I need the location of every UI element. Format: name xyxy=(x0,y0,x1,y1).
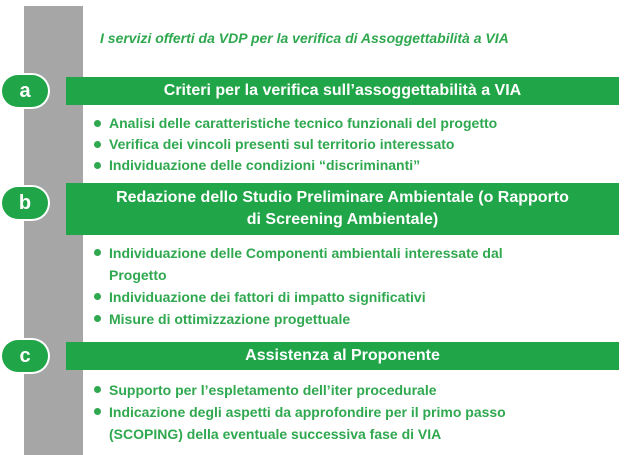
bullet-dot xyxy=(94,141,101,148)
list-item: Analisi delle caratteristiche tecnico funzionali del progetto xyxy=(91,113,497,134)
list-item: Supporto per l’espletamento dell’iter procedurale xyxy=(91,379,506,401)
bullet-dot xyxy=(94,315,101,322)
section-b-bullets xyxy=(91,242,503,330)
page-title: I servizi offerti da VDP per la verifica di Assoggettabilità a VIA xyxy=(100,30,509,46)
section-a-badge: a xyxy=(2,75,48,107)
list-item: Individuazione delle condizioni “discriminanti” xyxy=(91,155,497,176)
bullet-dot xyxy=(94,249,101,256)
list-item: Indicazione degli aspetti da approfondire per il primo passo (SCOPING) della eventuale successiva fase di VIA xyxy=(91,401,506,445)
list-item: Misure di ottimizzazione progettuale xyxy=(91,308,503,330)
list-item: Verifica dei vincoli presenti sul territorio interessato xyxy=(91,134,497,155)
list-item: Individuazione dei fattori di impatto significativi xyxy=(91,286,503,308)
bullet-dot xyxy=(94,120,101,127)
bullet-dot xyxy=(94,293,101,300)
section-b-header-line2: di Screening Ambientale) xyxy=(246,211,439,228)
bullet-dot xyxy=(94,386,101,393)
section-c-bullets xyxy=(91,379,506,445)
section-b-header xyxy=(66,183,619,235)
bullet-dot xyxy=(94,162,101,169)
section-b-badge: b xyxy=(2,187,48,219)
section-c-badge: c xyxy=(2,340,48,372)
section-b-header-line1: Redazione dello Studio Preliminare Ambientale (o Rapporto xyxy=(116,189,569,206)
section-a-bullets xyxy=(91,113,497,176)
list-item: Individuazione delle Componenti ambientali interessate dal Progetto xyxy=(91,242,503,286)
bullet-dot xyxy=(94,408,101,415)
section-c-header: Assistenza al Proponente xyxy=(66,342,619,370)
section-a-header: Criteri per la verifica sull’assoggettabilità a VIA xyxy=(66,77,619,105)
